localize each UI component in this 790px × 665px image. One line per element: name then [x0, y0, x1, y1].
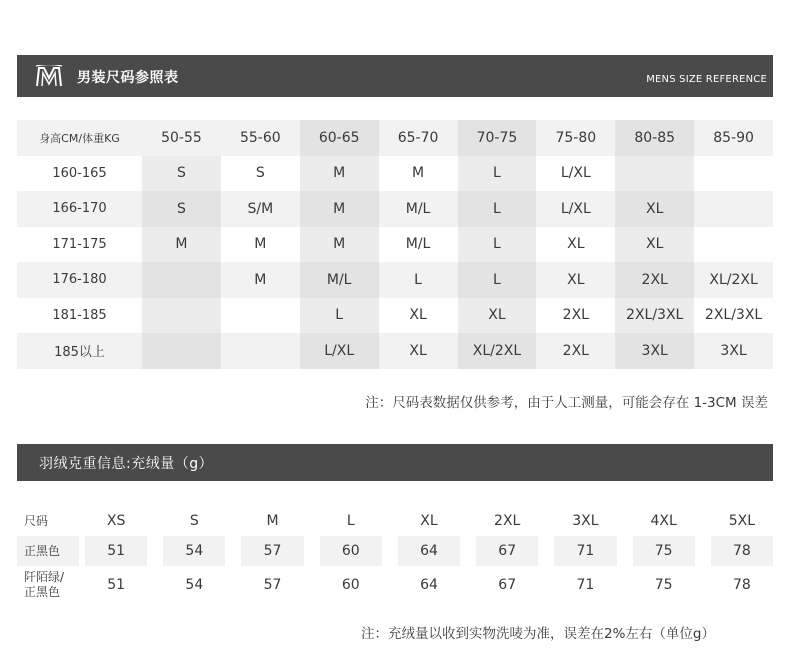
- fill-value: 71: [554, 566, 616, 604]
- size-cell: XL: [536, 227, 615, 263]
- size-cell: L: [300, 298, 379, 334]
- size-cell: L/XL: [300, 333, 379, 369]
- weight-header: 60-65: [300, 120, 379, 156]
- fill-value: 54: [163, 536, 225, 566]
- table-row: [17, 333, 773, 369]
- size-cell: L: [458, 227, 537, 263]
- size-header: M: [241, 506, 303, 536]
- size-cell: M: [300, 191, 379, 227]
- size-table-note: 注：尺码表数据仅供参考，由于人工测量，可能会存在 1-3CM 误差: [365, 395, 768, 411]
- size-reference-subtitle: MENS SIZE REFERENCE: [646, 74, 767, 85]
- color-label-line2: 正黑色: [24, 585, 61, 599]
- fill-value: 54: [163, 566, 225, 604]
- size-cell: XL: [615, 191, 694, 227]
- size-header: XL: [398, 506, 460, 536]
- weight-header: 65-70: [379, 120, 458, 156]
- fill-value: 51: [85, 536, 147, 566]
- height-label: 181-185: [17, 298, 142, 334]
- size-cell: XL/2XL: [458, 333, 537, 369]
- table-row: [17, 227, 773, 263]
- size-cell: XL: [615, 227, 694, 263]
- size-header: 3XL: [554, 506, 616, 536]
- fill-value: 64: [398, 566, 460, 604]
- size-header: XS: [85, 506, 147, 536]
- size-cell: [142, 298, 221, 334]
- table-row: [17, 262, 773, 298]
- weight-header: 85-90: [694, 120, 773, 156]
- size-cell: S: [221, 156, 300, 192]
- fill-value: 75: [633, 566, 695, 604]
- size-header-label: 尺码: [17, 506, 79, 536]
- down-fill-note: 注：充绒量以收到实物洗唛为准，误差在2%左右（单位g）: [361, 626, 715, 642]
- size-cell: M: [379, 156, 458, 192]
- size-cell: L: [458, 262, 537, 298]
- size-cell: 2XL: [536, 298, 615, 334]
- size-cell: M/L: [379, 227, 458, 263]
- weight-header: 75-80: [536, 120, 615, 156]
- corner-label: 身高CM/体重KG: [17, 120, 142, 156]
- size-cell: 3XL: [694, 333, 773, 369]
- height-label: 166-170: [17, 191, 142, 227]
- fill-value: 57: [241, 566, 303, 604]
- fill-value: 67: [476, 536, 538, 566]
- size-cell: L: [458, 191, 537, 227]
- size-header: S: [163, 506, 225, 536]
- table-row: [17, 298, 773, 334]
- size-header: 5XL: [711, 506, 773, 536]
- fill-value: 67: [476, 566, 538, 604]
- height-label: 185以上: [17, 333, 142, 369]
- size-cell: 3XL: [615, 333, 694, 369]
- size-header: 2XL: [476, 506, 538, 536]
- table-header-row: [17, 506, 773, 536]
- fill-value: 51: [85, 566, 147, 604]
- size-cell: L: [379, 262, 458, 298]
- size-cell: [694, 156, 773, 192]
- size-cell: [615, 156, 694, 192]
- size-cell: M: [300, 227, 379, 263]
- fill-value: 60: [320, 566, 382, 604]
- table-row: [17, 566, 773, 604]
- size-reference-header: [17, 55, 773, 97]
- size-cell: L/XL: [536, 156, 615, 192]
- fill-value: 78: [711, 536, 773, 566]
- weight-header: 50-55: [142, 120, 221, 156]
- color-label: [17, 566, 79, 604]
- down-fill-table: [17, 506, 773, 604]
- size-cell: XL: [379, 298, 458, 334]
- size-cell: 2XL/3XL: [694, 298, 773, 334]
- height-label: 171-175: [17, 227, 142, 263]
- size-cell: XL/2XL: [694, 262, 773, 298]
- down-fill-title: 羽绒克重信息:充绒量（g）: [39, 456, 214, 472]
- color-label: 正黑色: [17, 536, 79, 566]
- table-header-row: [17, 120, 773, 156]
- down-fill-header: [17, 444, 773, 481]
- height-label: 176-180: [17, 262, 142, 298]
- size-cell: L: [458, 156, 537, 192]
- size-cell: [142, 262, 221, 298]
- weight-header: 80-85: [615, 120, 694, 156]
- size-cell: M: [221, 227, 300, 263]
- table-row: [17, 191, 773, 227]
- m-logo-icon: [35, 65, 63, 87]
- fill-value: 64: [398, 536, 460, 566]
- size-cell: M: [221, 262, 300, 298]
- size-cell: L/XL: [536, 191, 615, 227]
- size-cell: M/L: [300, 262, 379, 298]
- size-cell: [221, 298, 300, 334]
- fill-value: 60: [320, 536, 382, 566]
- size-cell: S: [142, 191, 221, 227]
- fill-value: 57: [241, 536, 303, 566]
- size-cell: S/M: [221, 191, 300, 227]
- size-cell: XL: [536, 262, 615, 298]
- size-cell: S: [142, 156, 221, 192]
- fill-value: 71: [554, 536, 616, 566]
- weight-header: 55-60: [221, 120, 300, 156]
- size-reference-title: 男装尺码参照表: [77, 70, 179, 86]
- fill-value: 78: [711, 566, 773, 604]
- size-cell: M: [300, 156, 379, 192]
- size-cell: 2XL/3XL: [615, 298, 694, 334]
- size-cell: [221, 333, 300, 369]
- size-header: L: [320, 506, 382, 536]
- table-row: [17, 536, 773, 566]
- table-row: [17, 156, 773, 192]
- size-cell: 2XL: [615, 262, 694, 298]
- weight-header: 70-75: [458, 120, 537, 156]
- size-cell: [694, 227, 773, 263]
- size-reference-table: [17, 120, 773, 369]
- height-label: 160-165: [17, 156, 142, 192]
- size-cell: M/L: [379, 191, 458, 227]
- size-header: 4XL: [633, 506, 695, 536]
- fill-value: 75: [633, 536, 695, 566]
- size-cell: M: [142, 227, 221, 263]
- size-cell: [142, 333, 221, 369]
- size-cell: XL: [458, 298, 537, 334]
- color-label-line1: 阡陌绿/: [24, 570, 65, 584]
- size-cell: 2XL: [536, 333, 615, 369]
- size-cell: [694, 191, 773, 227]
- size-cell: XL: [379, 333, 458, 369]
